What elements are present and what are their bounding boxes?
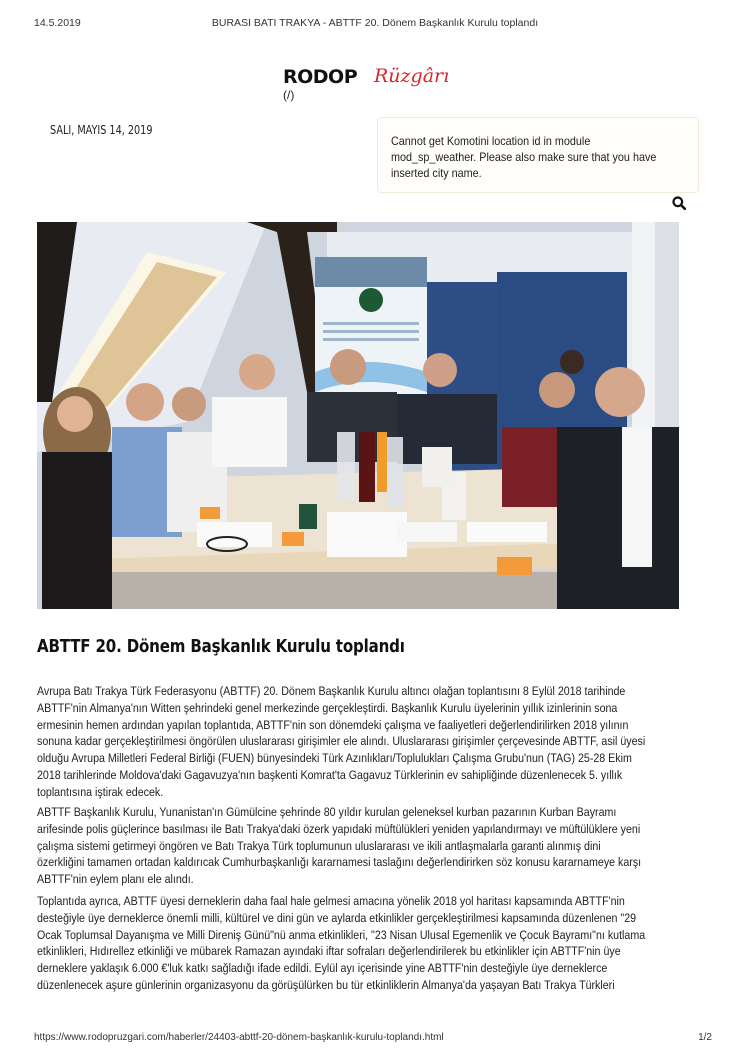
paragraph-line: desteğiyle üye derneklerce önemli milli, kültürel ve dini gün ve aylarda etkinlikler gerçekleştirilmesi kapsamında düzenlenen "29 xyxy=(37,910,637,925)
paragraph-line: Ocak Toplumsal Dayanışma ve Milli Direniş Günü"nü anma etkinlikleri, "23 Nisan Ulusal Egemenlik ve Çocuk Bayramı"nı kutlama xyxy=(37,927,646,942)
paragraph-line: olduğu Avrupa Milletleri Federal Birliği (FUEN) bünyesindeki Türk Azınlıkları/Toplulukları Çalışma Grubu'nun (TAG) 25-28 Ekim xyxy=(37,751,632,766)
weather-widget xyxy=(377,117,699,193)
logo-rodop: RODOP xyxy=(283,66,358,88)
print-header xyxy=(34,17,716,31)
article-paragraph xyxy=(37,683,708,801)
page-url: https://www.rodopruzgari.com/haberler/24403-abttf-20-dönem-başkanlık-kurulu-toplandı.html xyxy=(34,1032,444,1043)
paragraph-line: toplantısına iştirak edecek. xyxy=(37,784,164,799)
paragraph-line: çalışma sistemi getirmeyi öngören ve Batı Trakya Türk toplumunun uluslararası ve ikili antlaşmalarla garanti alınmış dini xyxy=(37,838,601,853)
paragraph-line: Toplantıda ayrıca, ABTTF üyesi derneklerin daha faal hale gelmesi amacına yönelik 2018 yol haritası kapsamında ABTTF'nin xyxy=(37,894,625,908)
paragraph-line: ABTTF Başkanlık Kurulu, Yunanistan'ın Gümülcine şehrinde 80 yıldır kurulan geleneksel kurban pazarının Kurban Bayramı xyxy=(37,805,617,819)
weather-line: inserted city name. xyxy=(391,166,482,180)
page-number: 1/2 xyxy=(698,1032,712,1043)
paragraph-line: arifesinde polis güçlerince basılması ile Batı Trakya'daki özerk yapıdaki müftülükleri yeniden yapılandırmayı ve müftülüklere yeni xyxy=(37,821,641,836)
paragraph-line: özerkliğini tamamen ortadan kaldırıcak Cumhurbaşkanlığı kararnamesi taslağını değerlendirirken söz konusu kararnameye karşı xyxy=(37,855,642,870)
current-date: SALI, MAYIS 14, 2019 xyxy=(50,122,153,137)
article-photo xyxy=(37,222,679,609)
weather-line: Cannot get Komotini location id in module xyxy=(391,134,591,148)
paragraph-line: ABTTF'nin eylem planı ele alındı. xyxy=(37,872,194,887)
weather-line: mod_sp_weather. Please also make sure that you have xyxy=(391,150,657,164)
article-paragraph xyxy=(37,804,708,888)
paragraph-line: ABTTF'nin Almanya'nın Witten şehrindeki genel merkezinde gerçekleştirdi. Başkanlık Kurulu üyelerinin yıllık izinlerinin sona xyxy=(37,700,618,715)
paragraph-line: ermesinin hemen ardından yapılan toplantıda, ABTTF'nin son dönemdeki çalışma ve faaliyetleri değerlendirilirken 2018 yılının xyxy=(37,717,629,732)
paragraph-line: etkinlikleri, Hıdırellez etkinliği ve mübarek Ramazan ayındaki iftar sofraları değerlendirilerek bu etkinlikler için ABTTF'nin üye xyxy=(37,944,621,959)
paragraph-line: Avrupa Batı Trakya Türk Federasyonu (ABTTF) 20. Dönem Başkanlık Kurulu altıncı olağan toplantısını 8 Eylül 2018 tarihinde xyxy=(37,684,626,698)
logo-ruzgari: Rüzgârı xyxy=(374,65,450,87)
home-link[interactable]: (/) xyxy=(283,88,295,102)
weather-error-message xyxy=(391,133,688,181)
meeting-photo-illustration xyxy=(37,222,679,609)
paragraph-line: sonuna kadar gerçekleştirilmesi öngörülen uluslararası girişimler ele alındı. Uluslararası girişimler çerçevesinde ABTTF, asil üyesi xyxy=(37,734,646,749)
article-paragraph xyxy=(37,893,708,994)
paragraph-line: 2018 tarihlerinde Moldova'daki Gagavuzya'nın başkenti Komrat'ta Gagavuz Türklerinin ev sahipliğinde düzenlenecek 5. yıllık xyxy=(37,767,623,782)
paragraph-line: düzenlenecek aşure günlerinin organizasyonu da görüşülürken bu tür etkinliklerin Almanya'da yaşayan Batı Trakya Türkleri xyxy=(37,977,615,992)
print-date: 14.5.2019 xyxy=(34,17,81,29)
paragraph-line: derneklere yaklaşık 6.000 €'luk katkı sağladığı ifade edildi. Eylül ayı içerisinde yine ABTTF'nin desteğiyle üye derneklerce xyxy=(37,961,608,976)
search-icon[interactable] xyxy=(672,196,686,210)
article-title: ABTTF 20. Dönem Başkanlık Kurulu toplandı xyxy=(37,637,405,657)
print-title: BURASI BATI TRAKYA - ABTTF 20. Dönem Başkanlık Kurulu toplandı xyxy=(211,17,539,29)
